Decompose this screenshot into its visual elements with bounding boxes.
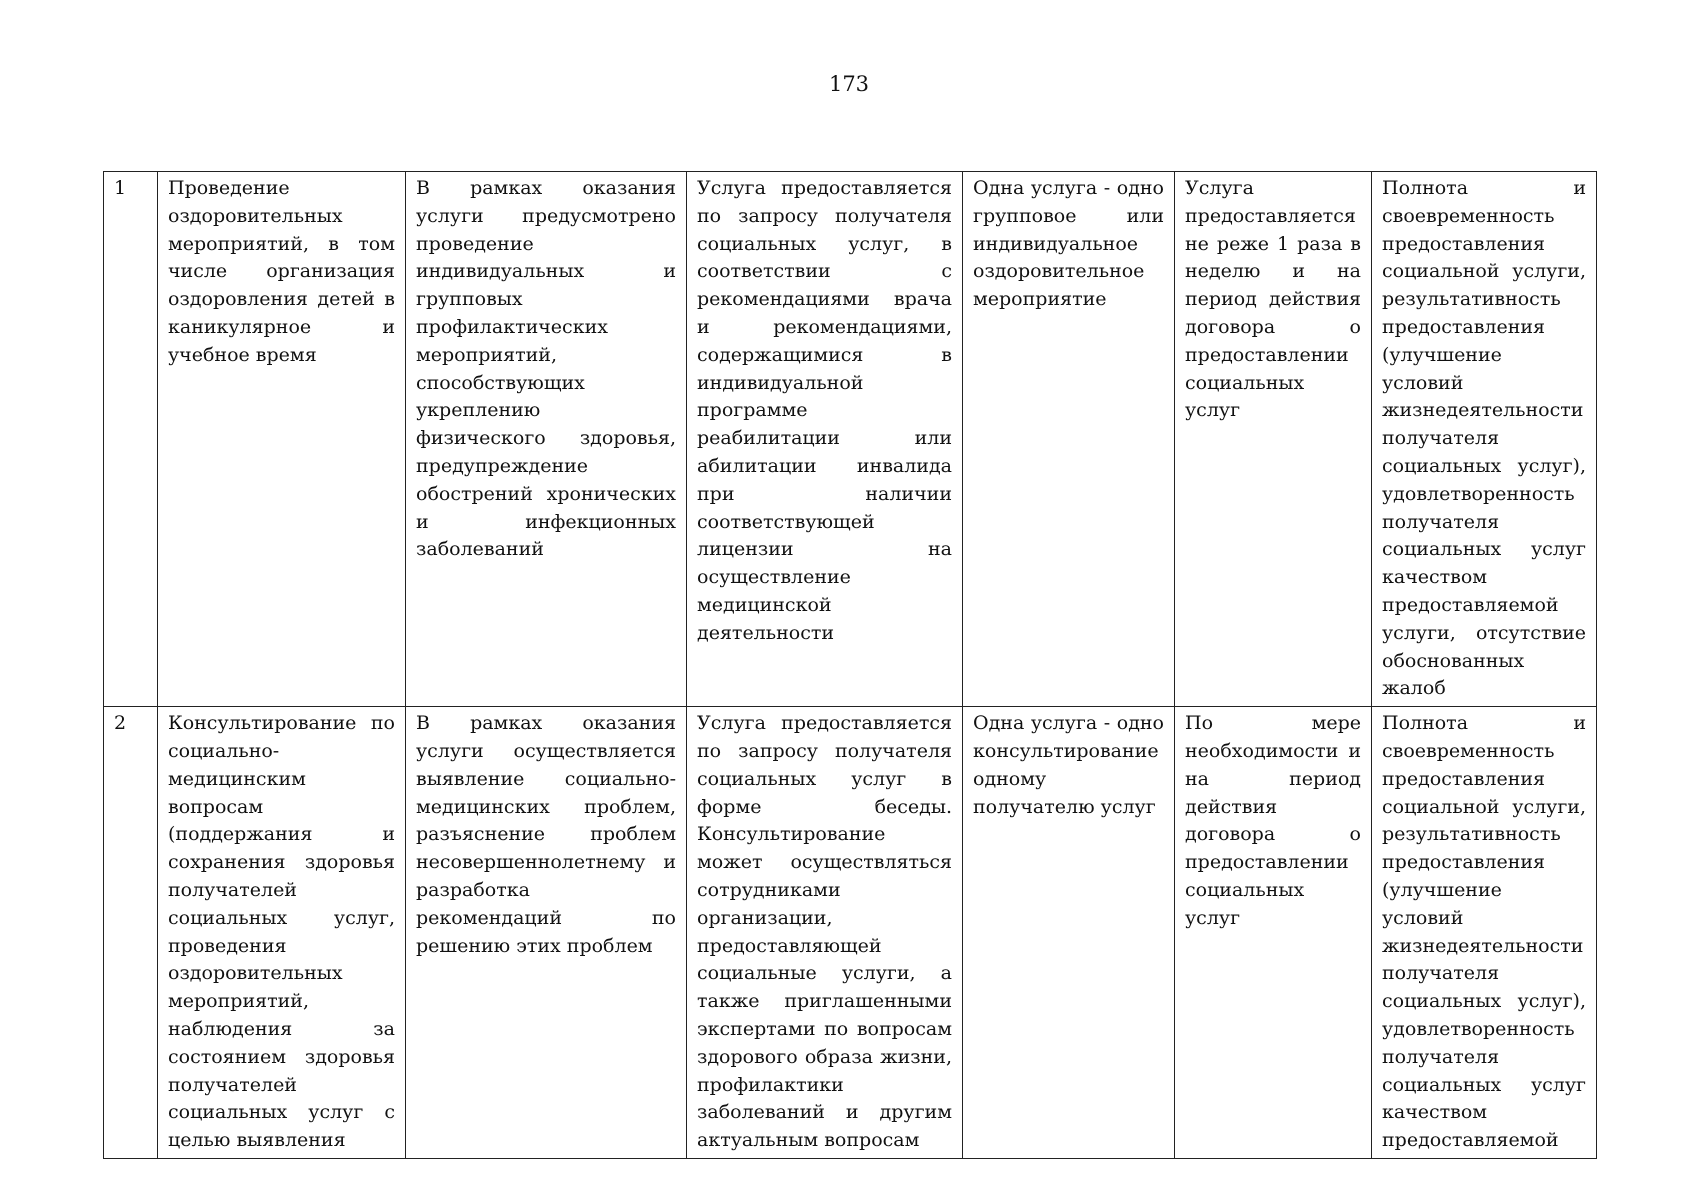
service-unit-cell: Одна услуга - одно консультирование одному получателю услуг bbox=[963, 707, 1175, 1159]
table-row bbox=[104, 707, 1597, 1159]
table-row bbox=[104, 172, 1597, 707]
page-number: 173 bbox=[828, 72, 870, 96]
row-number: 1 bbox=[104, 172, 158, 707]
service-name-cell: Проведение оздоровительных мероприятий, в том числе организация оздоровления детей в каникулярное и учебное время bbox=[158, 172, 406, 707]
service-conditions-cell: Услуга предоставляется по запросу получателя социальных услуг в форме беседы. Консультирование может осуществляться сотрудниками организации, предоставляющей социальные услуги, а также приглашенными экспертами по вопросам здорового образа жизни, профилактики заболеваний и другим актуальным вопросам bbox=[687, 707, 963, 1159]
service-conditions-cell: Услуга предоставляется по запросу получателя социальных услуг, в соответствии с рекомендациями врача и рекомендациями, содержащимися в индивидуальной программе реабилитации или абилитации инвалида при наличии соответствующей лицензии на осуществление медицинской деятельности bbox=[687, 172, 963, 707]
service-quality-cell: Полнота и своевременность предоставления социальной услуги, результативность предоставления (улучшение условий жизнедеятельности получателя социальных услуг), удовлетворенность получателя социальных услуг качеством предоставляемой услуги, отсутствие обоснованных жалоб bbox=[1372, 172, 1597, 707]
row-number: 2 bbox=[104, 707, 158, 1159]
service-unit-cell: Одна услуга - одно групповое или индивидуальное оздоровительное мероприятие bbox=[963, 172, 1175, 707]
service-name-cell: Консультирование по социально-медицинским вопросам (поддержания и сохранения здоровья получателей социальных услуг, проведения оздоровительных мероприятий, наблюдения за состоянием здоровья получателей социальных услуг с целью выявления bbox=[158, 707, 406, 1159]
service-quality-cell: Полнота и своевременность предоставления социальной услуги, результативность предоставления (улучшение условий жизнедеятельности получателя социальных услуг), удовлетворенность получателя социальных услуг качеством предоставляемой bbox=[1372, 707, 1597, 1159]
service-description-cell: В рамках оказания услуги предусмотрено проведение индивидуальных и групповых профилактических мероприятий, способствующих укреплению физического здоровья, предупреждение обострений хронических и инфекционных заболеваний bbox=[406, 172, 687, 707]
services-table bbox=[103, 171, 1597, 1159]
service-frequency-cell: По мере необходимости и на период действия договора о предоставлении социальных услуг bbox=[1175, 707, 1372, 1159]
service-description-cell: В рамках оказания услуги осуществляется выявление социально-медицинских проблем, разъяснение проблем несовершеннолетнему и разработка рекомендаций по решению этих проблем bbox=[406, 707, 687, 1159]
service-frequency-cell: Услуга предоставляется не реже 1 раза в неделю и на период действия договора о предоставлении социальных услуг bbox=[1175, 172, 1372, 707]
